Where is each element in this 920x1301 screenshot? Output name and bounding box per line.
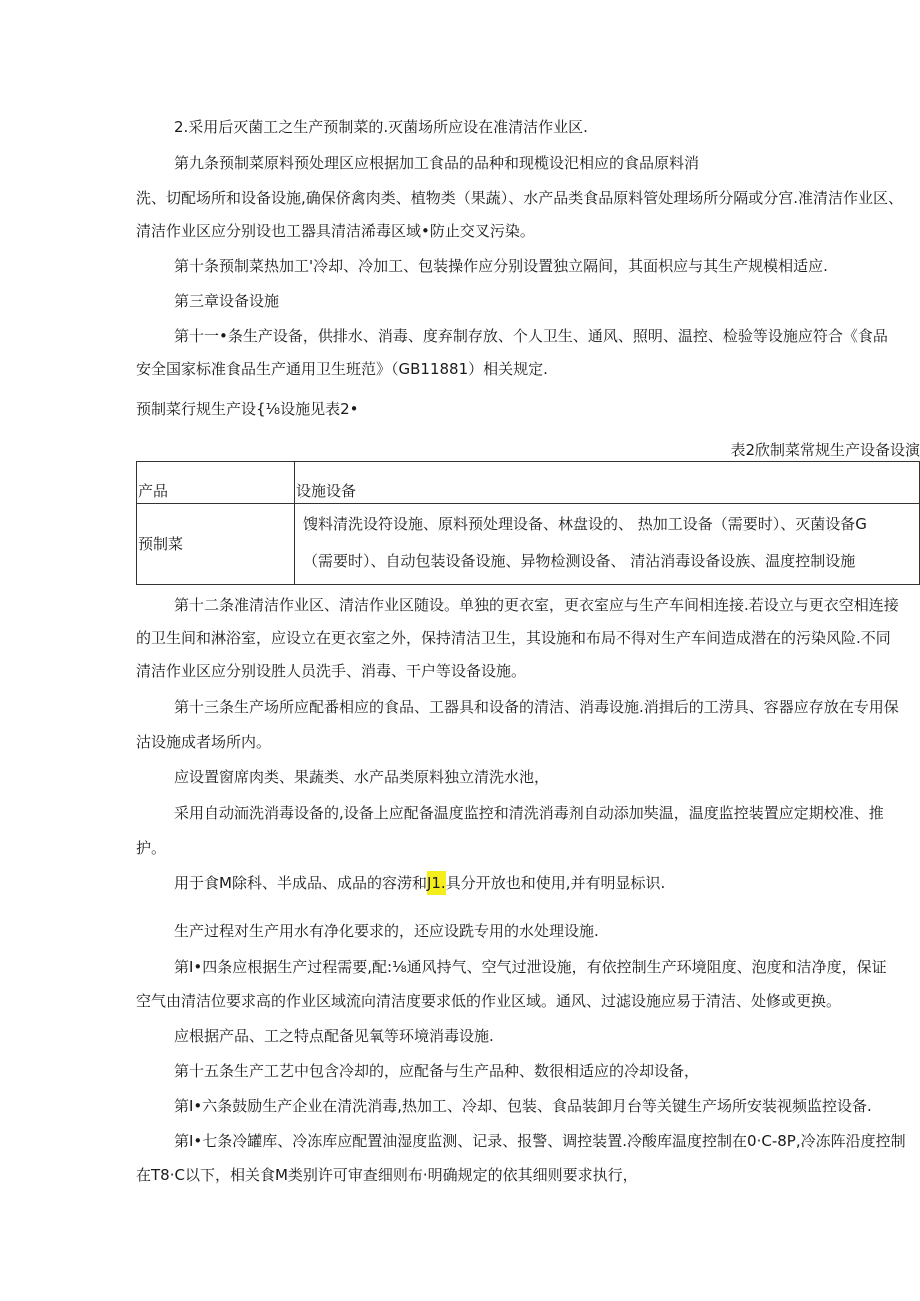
containers-text-post: 具分开放也和使用,并有明显标识. bbox=[445, 874, 666, 892]
article-15: 第十五条生产工艺中包含冷却的，应配备与生产品种、数很相适应的冷却设备， bbox=[174, 1062, 700, 1080]
article-9-line-2: 洗、切配场所和设备设施,确保侪禽肉类、植物类（果蔬）、水产品类食品原料管处理场所分隔或分宫.准清洁作业区、 bbox=[136, 189, 904, 207]
article-13-line-1: 第十三条生产场所应配番相应的食品、工器具和设备的清洁、消毒设施.消揖后的工涝具、容器应存放在专用保 bbox=[174, 698, 899, 716]
article-9-line-3: 清洁作业区应分别设也工器具清洁浠毒区域•防止交叉污染。 bbox=[136, 222, 535, 240]
header-equipment: 设施设备 bbox=[295, 462, 920, 504]
table-caption: 表2欣制菜常规生产设备设演 bbox=[730, 441, 920, 459]
paragraph-disinfection: 应根据产品、工之特点配备见氧等环境消毒设施. bbox=[174, 1027, 494, 1045]
equipment-table bbox=[136, 461, 920, 585]
paragraph-containers bbox=[174, 873, 665, 893]
equipment-line-1: 馊料清洗设符设施、原料预处理设备、林盘设的、 热加工设备（需要时）、灭菌设备G bbox=[303, 515, 867, 533]
article-10: 第十条预制菜热加工'冷却、冷加工、包装操作应分别设置独立隔间，其面枳应与其生产规模相适应. bbox=[174, 257, 828, 275]
paragraph-sterilization: 2.采用后灭菌工之生产预制菜的.灭菌场所应设在准清洁作业区. bbox=[174, 118, 588, 136]
containers-text-pre: 用于食M除科、半成品、成品的容涝和 bbox=[174, 874, 427, 892]
highlighted-text: J1. bbox=[427, 871, 446, 895]
equipment-line-2: （需要时）、自动包装设备设施、异物检测设备、 清沾消毒设备设族、温度控制设施 bbox=[303, 552, 856, 570]
cell-equipment bbox=[295, 504, 920, 585]
table-row bbox=[137, 504, 920, 585]
paragraph-auto-wash-line-2: 护。 bbox=[136, 839, 167, 857]
paragraph-wash-sinks: 应设置窗席肉类、果蔬类、水产品类原料独立清洗水池， bbox=[174, 768, 550, 786]
article-14-line-1: 第I•四条应根据生产过程需要,配:⅛通风持气、空气过泄设施，有依控制生产环境阻度、泡度和洁净度，保证 bbox=[174, 958, 887, 976]
article-11-line-1: 第十一•条生产设备，供排水、消毒、度弃制存放、个人卫生、通风、照明、温控、检验等设施应符合《食品 bbox=[174, 327, 888, 345]
paragraph-auto-wash-line-1: 采用自动洏洗消毒设备的,设备上应配备温度监控和清洗消毒剂自动添加奘温，温度监控装置应定期校准、推 bbox=[174, 804, 884, 822]
cell-product: 预制菜 bbox=[137, 504, 295, 585]
table-header-row bbox=[137, 462, 920, 504]
article-12-line-2: 的卫生间和淋浴室，应设立在更衣室之外，保持清洁卫生，其设施和布局不得对生产车间造成潜在的污染风险.不同 bbox=[136, 629, 891, 647]
article-16: 第I•六条鼓励生产企业在清洗消毒,热加工、冷却、包装、食品装卸月台等关键生产场所安装视频监控设备. bbox=[174, 1097, 872, 1115]
paragraph-water-treatment: 生产过程对生产用水有净化要求的，还应设跣专用的水处理设施. bbox=[174, 922, 599, 940]
article-12-line-3: 清洁作业区应分别设胜人员洗手、消毒、干户等设备设施。 bbox=[136, 662, 527, 680]
article-12-line-1: 第十二条准清洁作业区、清洁作业区随设。单独的更衣室，更衣室应与生产车间相连接.若设立与更衣空相连接 bbox=[174, 596, 899, 614]
article-17-line-2: 在T8·C以下，相关食M类别许可审查细则布·明确规定的依其细则要求执行， bbox=[136, 1166, 638, 1184]
table-reference: 预制菜行规生产设{⅛设施见表2• bbox=[136, 400, 359, 418]
chapter-3-heading: 第三章设备设施 bbox=[174, 292, 280, 310]
article-11-line-2: 安全国家标准食品生产通用卫生班范》（GB11881）相关规定. bbox=[136, 360, 548, 378]
article-13-line-2: 沽设施成者场所内。 bbox=[136, 733, 272, 751]
article-9-line-1: 第九条预制菜原料预处理区应根据加工食品的品种和现榄设汜相应的食品原料消 bbox=[174, 154, 700, 172]
header-product: 产品 bbox=[137, 462, 295, 504]
article-14-line-2: 空气由清洁位要求高的作业区域流向清洁度要求低的作业区域。通风、过滤设施应易于清洁、处修或更换。 bbox=[136, 992, 842, 1010]
article-17-line-1: 第I•七条冷罐库、冷冻库应配置油湿度监测、记录、报警、调控装置.冷酸库温度控制在0·C-8P,冷冻阵沿度控制 bbox=[174, 1132, 906, 1150]
